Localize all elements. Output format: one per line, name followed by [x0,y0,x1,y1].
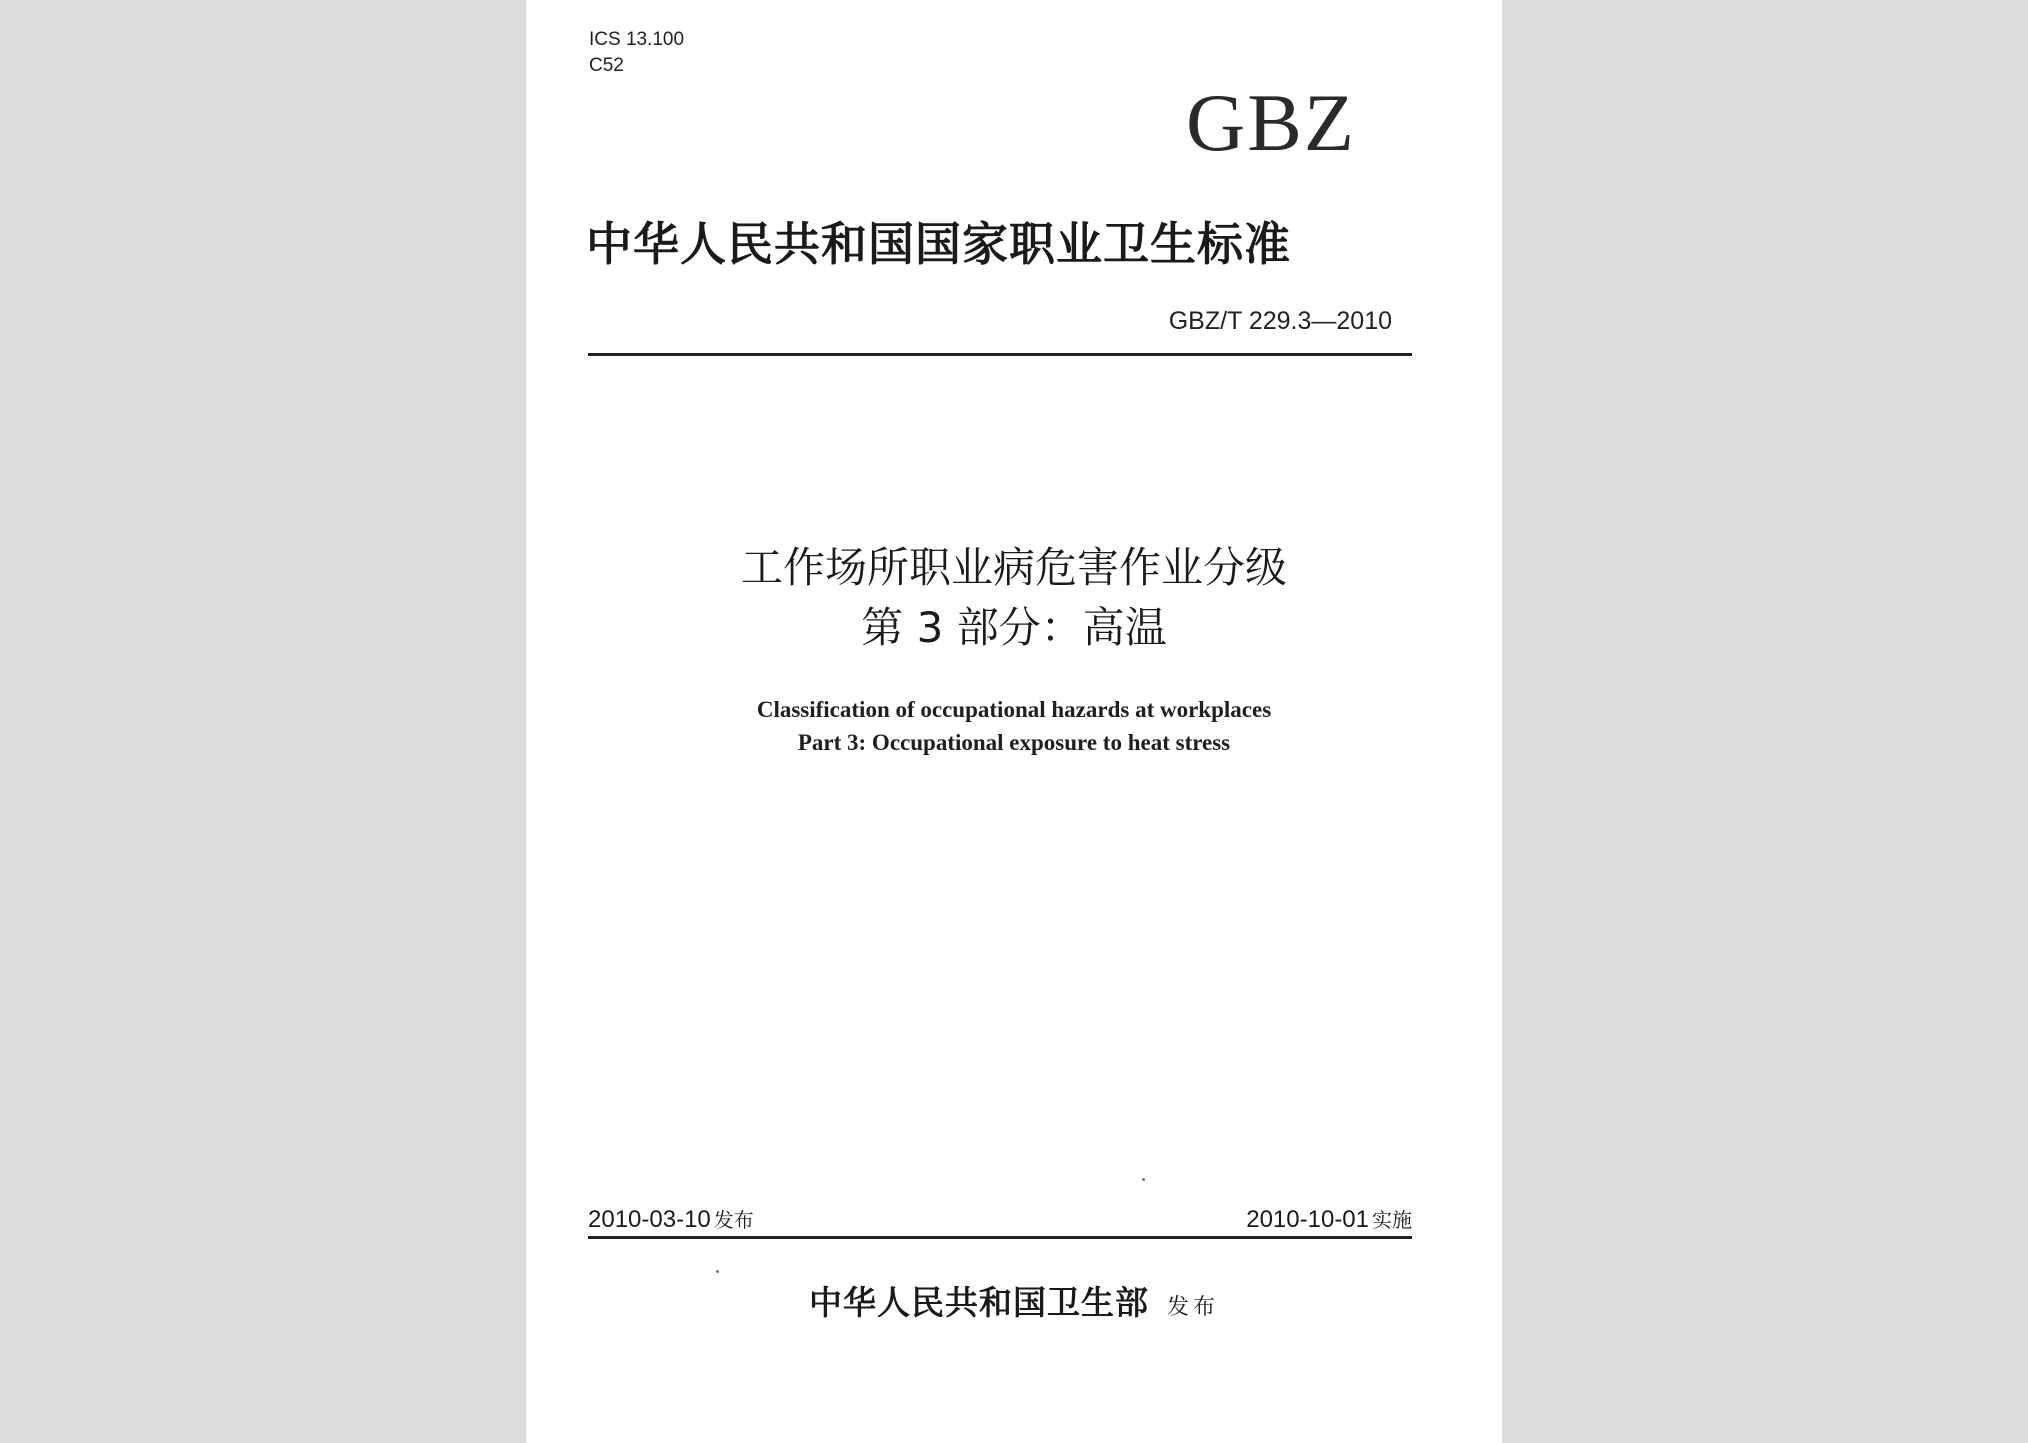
header-divider [588,353,1412,356]
issue-date-block [588,1203,754,1237]
classification-codes [589,27,684,79]
english-title-line2: Part 3: Occupational exposure to heat stress [797,730,1231,755]
ics-code: ICS 13.100 [589,29,685,50]
implement-date: 2010-10-01 [1246,1206,1369,1233]
issue-date: 2010-03-10 [588,1206,711,1233]
chinese-title-line2: 第 3 部分：高温 [861,603,1167,652]
gbz-logo: GBZ [1186,77,1356,168]
national-standard-title: 中华人民共和国国家职业卫生标准 [586,217,1291,271]
standard-number: GBZ/T 229.3—2010 [1168,307,1392,335]
implement-date-block [1246,1203,1412,1237]
document-page [526,0,1502,1443]
implement-label: 实施 [1372,1208,1412,1232]
publisher-name: 中华人民共和国卫生部 [808,1283,1149,1322]
chinese-title [526,538,1502,658]
issue-label: 发布 [713,1208,754,1232]
publisher-action: 发布 [1166,1295,1219,1320]
footer-divider [588,1236,1412,1239]
chinese-title-line1: 工作场所职业病危害作业分级 [740,543,1287,592]
scan-speck [716,1270,719,1273]
publisher-block [526,1278,1502,1328]
english-title [526,693,1502,759]
english-title-line1: Classification of occupational hazards at workplaces [756,697,1272,722]
ccs-code: C52 [589,55,624,76]
scan-speck [1142,1178,1145,1181]
